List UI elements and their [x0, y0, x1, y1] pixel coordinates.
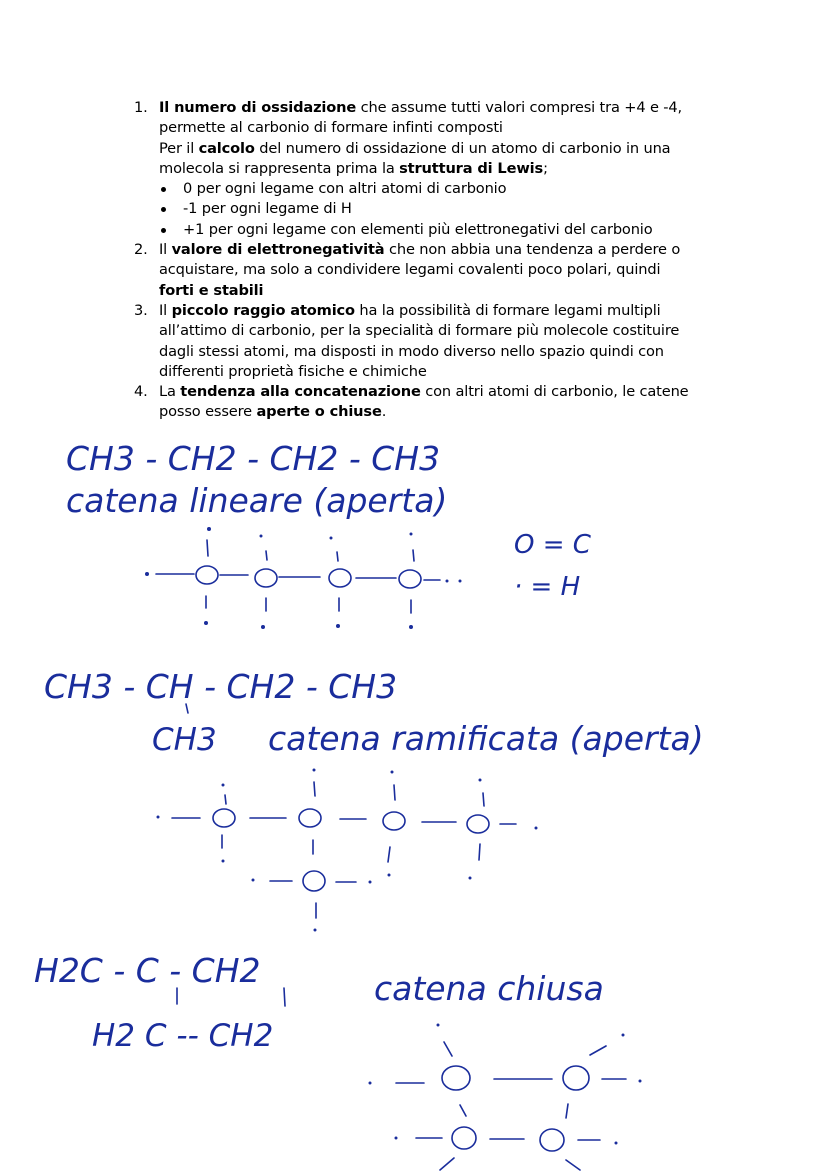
branched-chain-label: catena ramificata (aperta) — [268, 719, 704, 758]
text-line: differenti proprietà fisiche e chimiche — [159, 362, 427, 380]
ring-bond-right — [284, 988, 285, 1006]
text-line: dagli stessi atomi, ma disposti in modo diverso nello spazio quindi con — [159, 342, 664, 360]
text-line: Il numero di ossidazione che assume tutti valori compresi tra +4 e -4, — [159, 99, 683, 116]
text-line: Per il calcolo del numero di ossidazione di un atomo di carbonio in una — [159, 139, 671, 157]
text-line: acquistare, ma solo a condividere legami covalenti poco polari, quindi — [159, 261, 661, 279]
closed-chain-lewis-diagram — [369, 1024, 642, 1171]
closed-chain-formula-bottom: H2 C -- CH2 — [92, 1018, 274, 1054]
branched-chain-lewis-diagram — [157, 769, 538, 932]
linear-chain-formula: CH3 - CH2 - CH2 - CH3 — [66, 439, 441, 478]
text-line: forti e stabili — [159, 281, 264, 299]
bullet-item: 0 per ogni legame con altri atomi di carbonio — [134, 179, 774, 199]
text-line: La tendenza alla concatenazione con altri atomi di carbonio, le catene — [159, 383, 689, 401]
text-line: molecola si rappresenta prima la struttura di Lewis; — [159, 159, 548, 177]
linear-chain-lewis-diagram — [145, 527, 462, 629]
branched-chain-substituent: CH3 — [152, 722, 217, 758]
linear-chain-label: catena lineare (aperta) — [66, 481, 448, 520]
bullet-item: -1 per ogni legame di H — [134, 199, 774, 219]
item-number: 4. — [134, 383, 148, 401]
text-line: permette al carbonio di formare infinti composti — [159, 119, 503, 137]
text-line: posso essere aperte o chiuse. — [159, 403, 387, 421]
branched-chain-formula: CH3 - CH - CH2 - CH3 — [44, 667, 398, 706]
legend-hydrogen: · = H — [514, 572, 581, 602]
item-number: 1. — [134, 99, 148, 116]
item-number: 2. — [134, 241, 148, 259]
text-line: all’attimo di carbonio, per la specialità di formare più molecole costituire — [159, 322, 680, 340]
text-line: Il piccolo raggio atomico ha la possibilità di formare legami multipli — [159, 301, 661, 319]
item-number: 3. — [134, 301, 148, 319]
closed-chain-formula-top: H2C - C - CH2 — [34, 951, 261, 990]
closed-chain-label: catena chiusa — [374, 969, 604, 1008]
legend-carbon: O = C — [514, 530, 591, 560]
bullet-item: +1 per ogni legame con elementi più elettronegativi del carbonio — [134, 220, 774, 240]
text-line: Il valore di elettronegatività che non abbia una tendenza a perdere o — [159, 241, 681, 259]
